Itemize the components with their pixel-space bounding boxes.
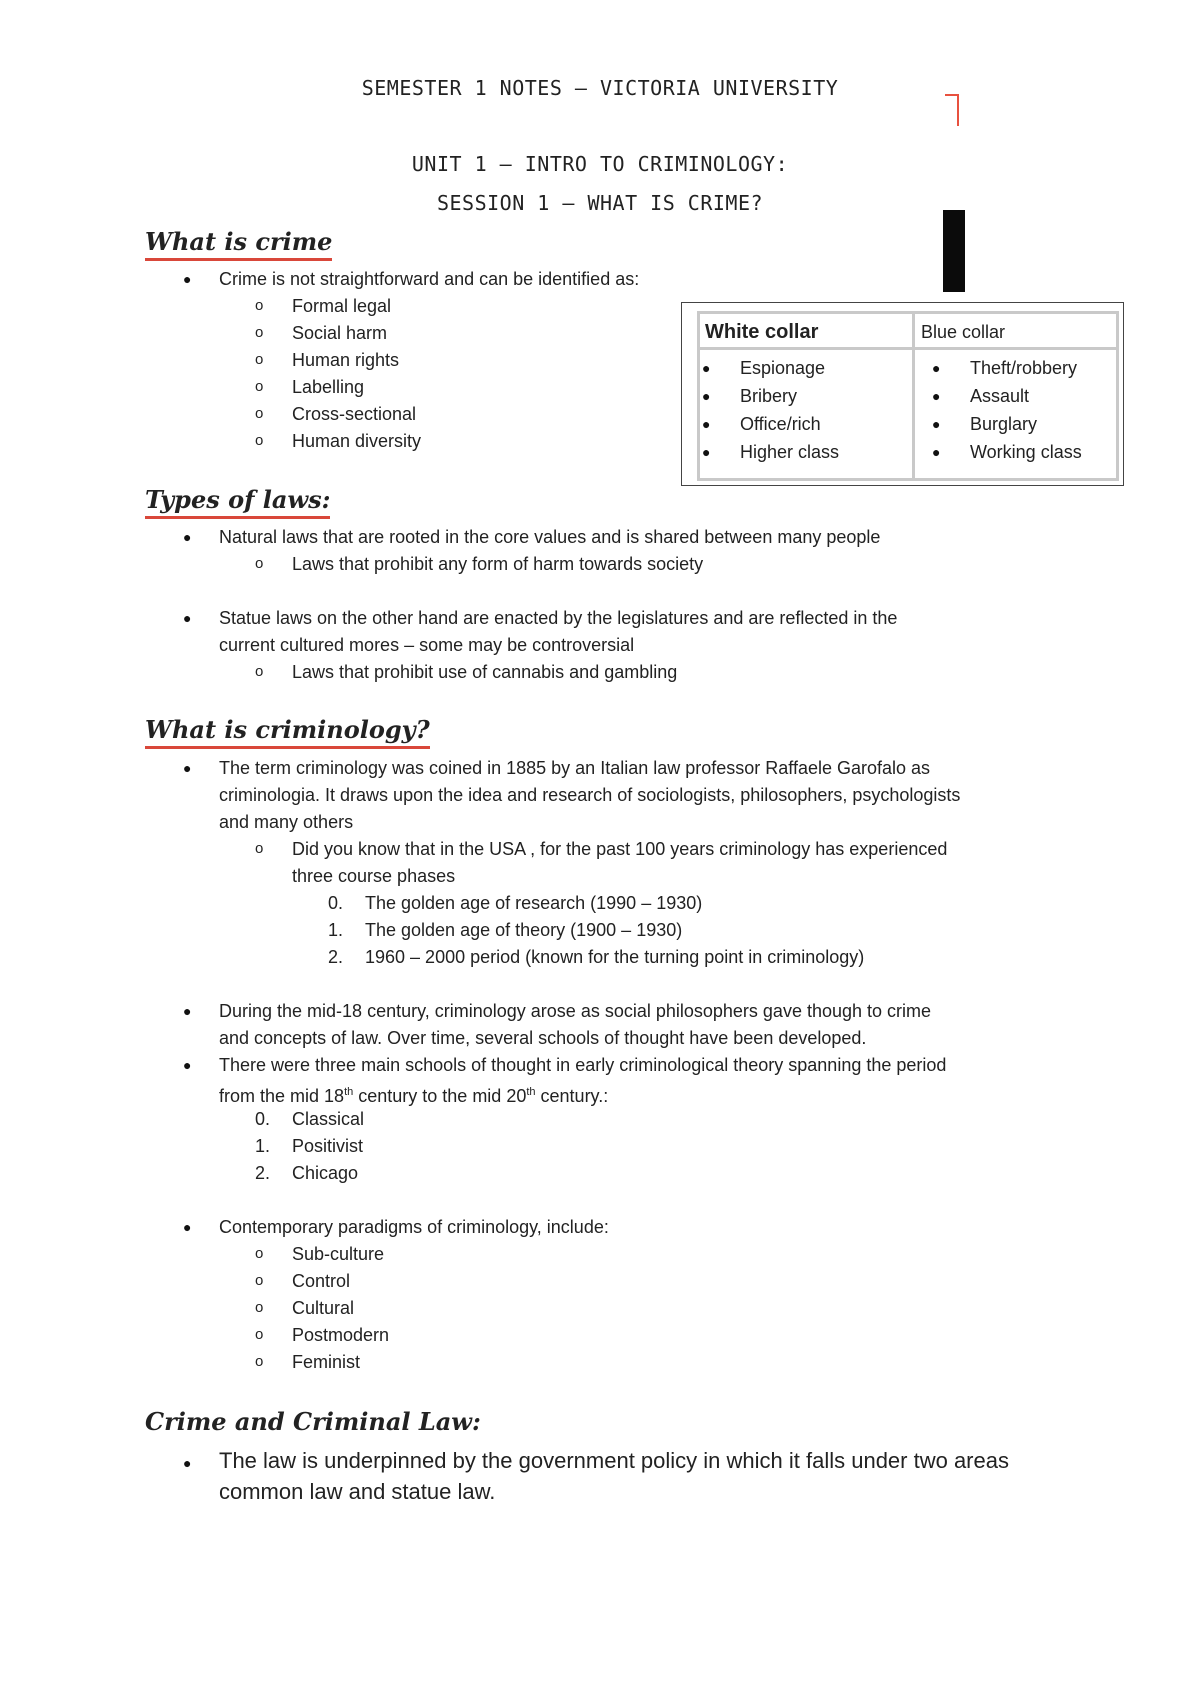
list-item: Sub-culture <box>292 1244 385 1264</box>
bullet-icon: ● <box>932 388 941 404</box>
circle-bullet-icon: o <box>255 1326 264 1343</box>
table-column-divider <box>912 311 915 481</box>
bullet-icon: ● <box>702 416 711 432</box>
criminology-p1-line1: The term criminology was coined in 1885 by an Italian law professor Raffaele Garofalo as <box>219 758 931 778</box>
heading-types-of-laws: Types of laws: <box>145 486 330 519</box>
bullet-icon: ● <box>702 388 711 404</box>
list-item: Human diversity <box>292 431 422 451</box>
bullet-icon: ● <box>183 1219 192 1235</box>
crime-intro: Crime is not straightforward and can be identified as: <box>219 269 640 289</box>
criminology-p3-line2 <box>219 1079 608 1109</box>
circle-bullet-icon: o <box>255 840 264 857</box>
criminology-p4: Contemporary paradigms of criminology, include: <box>219 1217 609 1237</box>
bullet-icon: ● <box>183 1003 192 1019</box>
unit-title: UNIT 1 – INTRO TO CRIMINOLOGY: <box>411 152 789 176</box>
list-number: 1. <box>255 1136 271 1156</box>
heading-what-is-criminology: What is criminology? <box>145 716 430 749</box>
circle-bullet-icon: o <box>255 1299 264 1316</box>
black-bar <box>943 210 965 292</box>
list-item: Cultural <box>292 1298 355 1318</box>
list-number: 1. <box>328 920 344 940</box>
bullet-icon: ● <box>183 271 192 287</box>
list-item: The golden age of research (1990 – 1930) <box>365 893 703 913</box>
list-item: Theft/robbery <box>970 358 1078 378</box>
table-header-divider <box>697 347 1119 350</box>
criminology-p2-line2: and concepts of law. Over time, several schools of thought have been developed. <box>219 1028 867 1048</box>
list-item: Positivist <box>292 1136 364 1156</box>
criminal-law-line2: common law and statue law. <box>219 1479 496 1504</box>
list-number: 2. <box>328 947 344 967</box>
circle-bullet-icon: o <box>255 351 264 368</box>
list-item: Office/rich <box>740 414 821 434</box>
circle-bullet-icon: o <box>255 432 264 449</box>
bullet-icon: ● <box>932 416 941 432</box>
circle-bullet-icon: o <box>255 324 264 341</box>
bullet-icon: ● <box>932 444 941 460</box>
list-item: Higher class <box>740 442 840 462</box>
bullet-icon: ● <box>183 1057 192 1073</box>
list-item: Chicago <box>292 1163 359 1183</box>
list-item: Feminist <box>292 1352 361 1372</box>
list-number: 2. <box>255 1163 271 1183</box>
bullet-icon: ● <box>183 529 192 545</box>
criminology-p1-line2: criminologia. It draws upon the idea and research of sociologists, philosophers, psychologists <box>219 785 961 805</box>
criminology-p1-line3: and many others <box>219 812 354 832</box>
list-item: Assault <box>970 386 1030 406</box>
list-item: Social harm <box>292 323 388 343</box>
circle-bullet-icon: o <box>255 1353 264 1370</box>
text-segment: century to the mid 20 <box>353 1086 527 1106</box>
bullet-icon: ● <box>183 760 192 776</box>
list-item: Labelling <box>292 377 365 397</box>
circle-bullet-icon: o <box>255 555 264 572</box>
bullet-icon: ● <box>932 360 941 376</box>
red-corner-mark <box>945 94 959 126</box>
list-item: Postmodern <box>292 1325 390 1345</box>
bullet-icon: ● <box>183 610 192 626</box>
table-header-white-collar: White collar <box>705 321 819 343</box>
list-number: 0. <box>328 893 344 913</box>
natural-laws-sub: Laws that prohibit any form of harm towards society <box>292 554 704 574</box>
list-item: Espionage <box>740 358 826 378</box>
table-header-blue-collar: Blue collar <box>921 322 1006 342</box>
list-number: 0. <box>255 1109 271 1129</box>
superscript: th <box>344 1086 354 1098</box>
list-item: 1960 – 2000 period (known for the turning point in criminology) <box>365 947 865 967</box>
statue-laws-line2: current cultured mores – some may be controversial <box>219 635 635 655</box>
circle-bullet-icon: o <box>255 405 264 422</box>
text-segment: from the mid 18 <box>219 1086 345 1106</box>
list-item: Working class <box>970 442 1082 462</box>
bullet-icon: ● <box>183 1455 192 1471</box>
natural-laws-text: Natural laws that are rooted in the core values and is shared between many people <box>219 527 881 547</box>
criminal-law-line1: The law is underpinned by the government policy in which it falls under two areas <box>219 1448 1009 1473</box>
heading-what-is-crime: What is crime <box>145 228 332 261</box>
list-item: Human rights <box>292 350 400 370</box>
list-item: Bribery <box>740 386 798 406</box>
circle-bullet-icon: o <box>255 297 264 314</box>
criminology-p3-line1: There were three main schools of thought in early criminological theory spanning the period <box>219 1055 947 1075</box>
session-title: SESSION 1 – WHAT IS CRIME? <box>436 191 764 215</box>
list-item: Formal legal <box>292 296 392 316</box>
bullet-icon: ● <box>702 444 711 460</box>
bullet-icon: ● <box>702 360 711 376</box>
list-item: Burglary <box>970 414 1038 434</box>
circle-bullet-icon: o <box>255 378 264 395</box>
criminology-p2-line1: During the mid-18 century, criminology arose as social philosophers gave though to crime <box>219 1001 932 1021</box>
statue-laws-line1: Statue laws on the other hand are enacted by the legislatures and are reflected in the <box>219 608 898 628</box>
criminology-sub-line2: three course phases <box>292 866 456 886</box>
criminology-sub-line1: Did you know that in the USA , for the past 100 years criminology has experienced <box>292 839 948 859</box>
list-item: The golden age of theory (1900 – 1930) <box>365 920 683 940</box>
superscript: th <box>526 1086 536 1098</box>
document-title: SEMESTER 1 NOTES – VICTORIA UNIVERSITY <box>361 76 839 100</box>
list-item: Control <box>292 1271 351 1291</box>
circle-bullet-icon: o <box>255 663 264 680</box>
list-item: Cross-sectional <box>292 404 417 424</box>
text-segment: century.: <box>535 1086 609 1106</box>
circle-bullet-icon: o <box>255 1272 264 1289</box>
list-item: Classical <box>292 1109 365 1129</box>
statue-laws-sub: Laws that prohibit use of cannabis and gambling <box>292 662 678 682</box>
heading-crime-and-criminal-law: Crime and Criminal Law: <box>145 1407 481 1436</box>
circle-bullet-icon: o <box>255 1245 264 1262</box>
